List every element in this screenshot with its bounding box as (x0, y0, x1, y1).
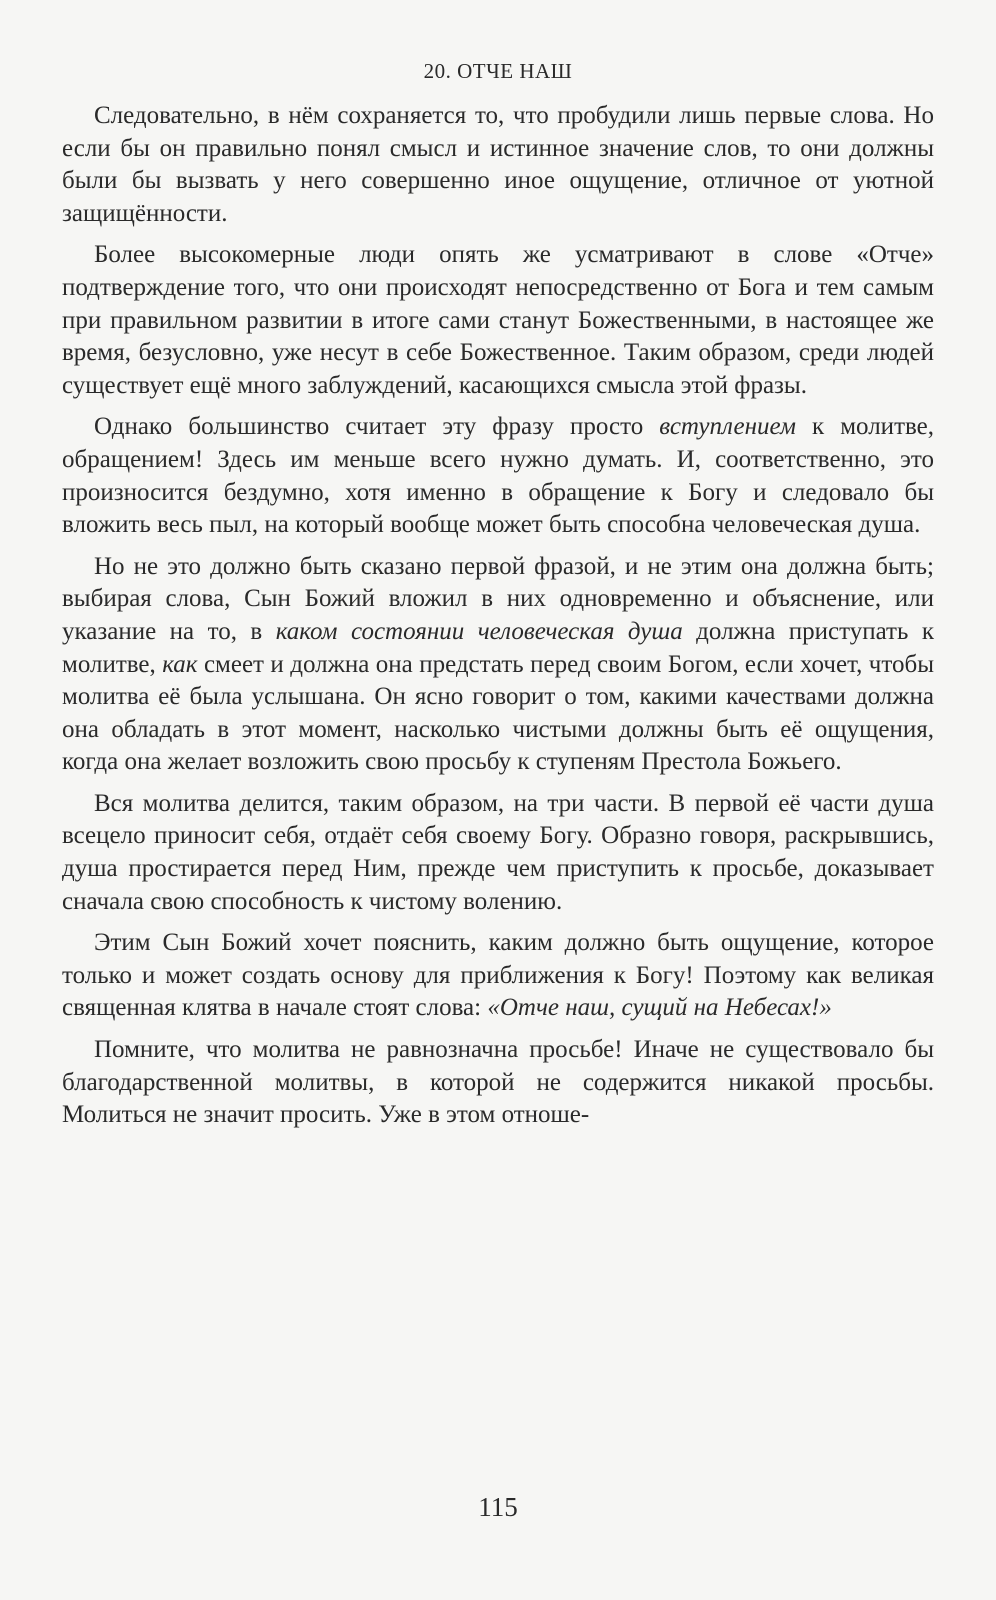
page-number: 115 (478, 1492, 518, 1522)
book-page (62, 56, 934, 1546)
running-title: 20. ОТЧЕ НАШ (423, 59, 573, 83)
paragraph-6-text: Этим Сын Божий хочет пояснить, каким должно быть ощущение, которое только и может создать основу для приближения к Богу! Поэтому как великая священная клятва в начале стоят слова: (62, 929, 934, 1022)
paragraph-7 (62, 1034, 934, 1132)
paragraph-6 (62, 927, 934, 1025)
paragraph-4 (62, 551, 934, 779)
paragraph-2-text: Более высокомерные люди опять же усматривают в слове «Отче» подтверждение того, что они происходят непосредственно от Бога и тем самым при правильном развитии в итоге сами станут Божественными, в настоящее же время, безусловно, уже несут в себе Божественное. Таким образом, среди людей существует ещё много заблуждений, касающихся смысла этой фразы. (62, 241, 934, 399)
paragraph-3-text-b: к молитве, обращением! Здесь им меньше всего нужно думать. И, соответственно, это произносится бездумно, хотя именно в обращение к Богу и следовало бы вложить весь пыл, на который вообще может быть способна человеческая душа. (62, 413, 934, 539)
paragraph-4-text-b: должна приступать к молитве, (62, 617, 934, 678)
paragraph-3-text-a: Однако большинство считает эту фразу просто (94, 413, 660, 441)
paragraph-2 (62, 239, 934, 402)
paragraph-4-text-c: смеет и должна она предстать перед своим Богом, если хочет, чтобы молитва её была услышана. Он ясно говорит о том, какими качествами должна она обладать в этот момент, насколько чистыми должны быть её ощущения, когда она желает возложить свою просьбу к ступеням Престола Божьего. (62, 650, 934, 776)
paragraph-6-quote: «Отче наш, сущий на Небесах!» (487, 994, 832, 1022)
paragraph-4-italic-b: как (162, 650, 198, 678)
body-text (62, 100, 934, 1132)
paragraph-4-text-a: Но не это должно быть сказано первой фразой, и не этим она должна быть; выбирая слова, Сын Божий вложил в них одновременно и объяснение, или указание на то, в (62, 552, 934, 645)
paragraph-5 (62, 788, 934, 918)
paragraph-4-italic-a: каком состоянии человеческая душа (275, 617, 683, 645)
paragraph-5-text: Вся молитва делится, таким образом, на три части. В первой её части душа всецело приносит себя, отдаёт себя своему Богу. Образно говоря, раскрывшись, душа простирается перед Ним, прежде чем приступить к просьбе, доказывает сначала свою способность к чистому волению. (62, 789, 934, 915)
paragraph-1-text: Следовательно, в нём сохраняется то, что пробудили лишь первые слова. Но если бы он правильно понял смысл и истинное значение слов, то они должны были бы вызвать у него совершенно иное ощущение, отличное от уютной защищённости. (62, 102, 934, 227)
paragraph-3 (62, 411, 934, 541)
paragraph-3-italic: вступлением (659, 413, 796, 441)
paragraph-1 (62, 100, 934, 230)
paragraph-7-text: Помните, что молитва не равнозначна просьбе! Иначе не существовало бы благодарственной молитвы, в которой не содержится никакой просьбы. Молиться не значит просить. Уже в этом отноше- (62, 1036, 934, 1129)
